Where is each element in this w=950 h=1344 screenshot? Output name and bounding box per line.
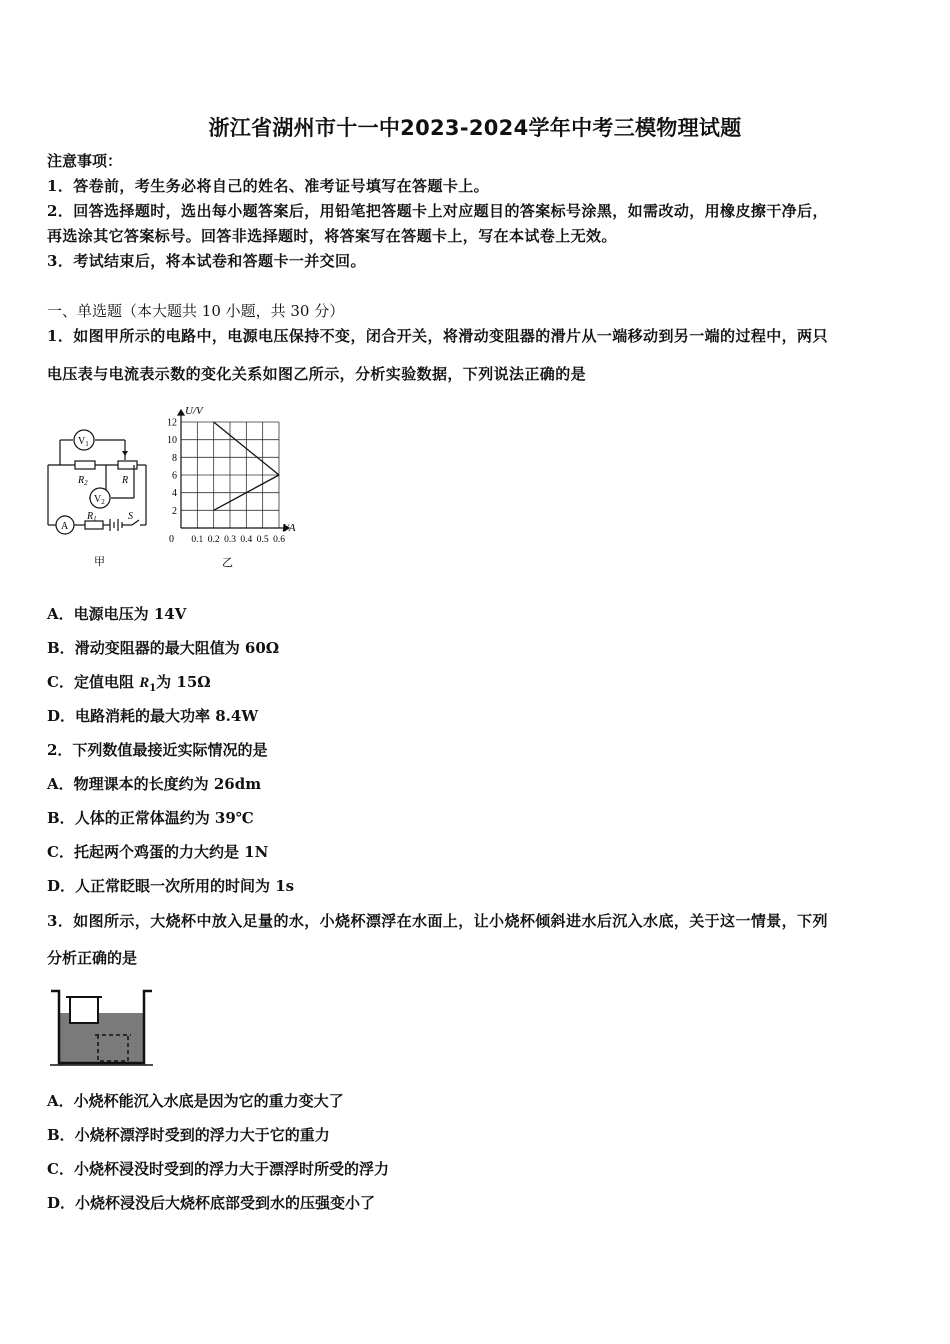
r1-label: $R_1$ xyxy=(87,511,97,523)
notice-item: 再选涂其它答案标号。回答非选择题时，将答案写在答题卡上，写在本试卷上无效。 xyxy=(47,227,617,245)
question-1-stem-cont: 电压表与电流表示数的变化关系如图乙所示，分析实验数据，下列说法正确的是 xyxy=(47,365,587,383)
q1-option-d: D．电路消耗的最大功率 8.4W xyxy=(47,707,259,725)
chart-ytick-label: 12 xyxy=(167,417,177,429)
q3-option-a: A．小烧杯能沉入水底是因为它的重力变大了 xyxy=(47,1092,344,1110)
chart-y-arrow xyxy=(178,410,184,415)
chart-xtick-label: 0.4 xyxy=(240,535,253,545)
q3-option-d: D．小烧杯浸没后大烧杯底部受到水的压强变小了 xyxy=(47,1194,376,1212)
chart-ytick-label: 6 xyxy=(172,470,177,482)
circuit-diagram-jia xyxy=(40,420,155,575)
q1-option-a: A．电源电压为 14V xyxy=(47,605,187,623)
q3-option-b: B．小烧杯漂浮时受到的浮力大于它的重力 xyxy=(47,1126,330,1144)
chart-ylabel: U/V xyxy=(185,405,203,417)
r-label: R xyxy=(122,475,129,486)
q2-option-a: A．物理课本的长度约为 26dm xyxy=(47,775,262,793)
figure-caption-yi: 乙 xyxy=(222,557,233,569)
chart-ytick-label: 2 xyxy=(172,505,177,517)
question-3-stem-cont: 分析正确的是 xyxy=(47,949,138,967)
notice-heading: 注意事项： xyxy=(47,152,123,170)
q1-option-c: C．定值电阻 $R_1$为 15Ω xyxy=(47,673,211,694)
resistor-r2 xyxy=(75,461,95,469)
section-heading: 一、单选题（本大题共 10 小题，共 30 分） xyxy=(47,302,345,320)
v2-label: $V_2$ xyxy=(94,494,105,506)
figure-caption-jia: 甲 xyxy=(94,556,105,568)
page-title: 浙江省湖州市十一中2023-2024学年中考三模物理试题 xyxy=(208,116,742,140)
question-3-stem: 3．如图所示，大烧杯中放入足量的水，小烧杯漂浮在水面上，让小烧杯倾斜进水后沉入水底，关于这一情景，下列 xyxy=(47,912,828,930)
q3-option-c: C．小烧杯浸没时受到的浮力大于漂浮时所受的浮力 xyxy=(47,1160,389,1178)
chart-xtick-label: 0.6 xyxy=(273,535,285,545)
chart-origin: 0 xyxy=(169,534,174,545)
r2-label: $R_2$ xyxy=(78,475,88,487)
q1-option-b: B．滑动变阻器的最大阻值为 60Ω xyxy=(47,639,280,657)
chart-xtick-label: 0.5 xyxy=(256,535,269,545)
switch-label: S xyxy=(128,511,133,522)
chart-xtick-label: 0.1 xyxy=(191,535,204,545)
chart-ytick-label: 10 xyxy=(167,435,177,447)
notice-item: 2．回答选择题时，选出每小题答案后，用铅笔把答题卡上对应题目的答案标号涂黑，如需改动，用橡皮擦干净后， xyxy=(47,202,828,220)
v1-label: $V_1$ xyxy=(78,436,89,448)
question-1-stem: 1．如图甲所示的电路中，电源电压保持不变，闭合开关，将滑动变阻器的滑片从一端移动到另一端的过程中，两只 xyxy=(47,327,828,345)
beaker-figure xyxy=(46,985,156,1070)
q2-option-c: C．托起两个鸡蛋的力大约是 1N xyxy=(47,843,269,861)
q2-option-b: B．人体的正常体温约为 39℃ xyxy=(47,809,254,827)
notice-item: 1．答卷前，考生务必将自己的姓名、准考证号填写在答题卡上。 xyxy=(47,177,490,195)
chart-ytick-label: 8 xyxy=(172,452,177,464)
question-2-stem: 2．下列数值最接近实际情况的是 xyxy=(47,741,268,759)
notice-item: 3．考试结束后，将本试卷和答题卡一并交回。 xyxy=(47,252,366,270)
chart-xtick-label: 0.3 xyxy=(224,535,236,545)
chart-xtick-label: 0.2 xyxy=(207,535,220,545)
ammeter-label: A xyxy=(61,521,69,532)
chart-xlabel: I/A xyxy=(282,522,296,534)
chart-ytick-label: 4 xyxy=(172,488,177,500)
ui-chart-yi xyxy=(160,400,305,572)
q2-option-d: D．人正常眨眼一次所用的时间为 1s xyxy=(47,877,295,895)
